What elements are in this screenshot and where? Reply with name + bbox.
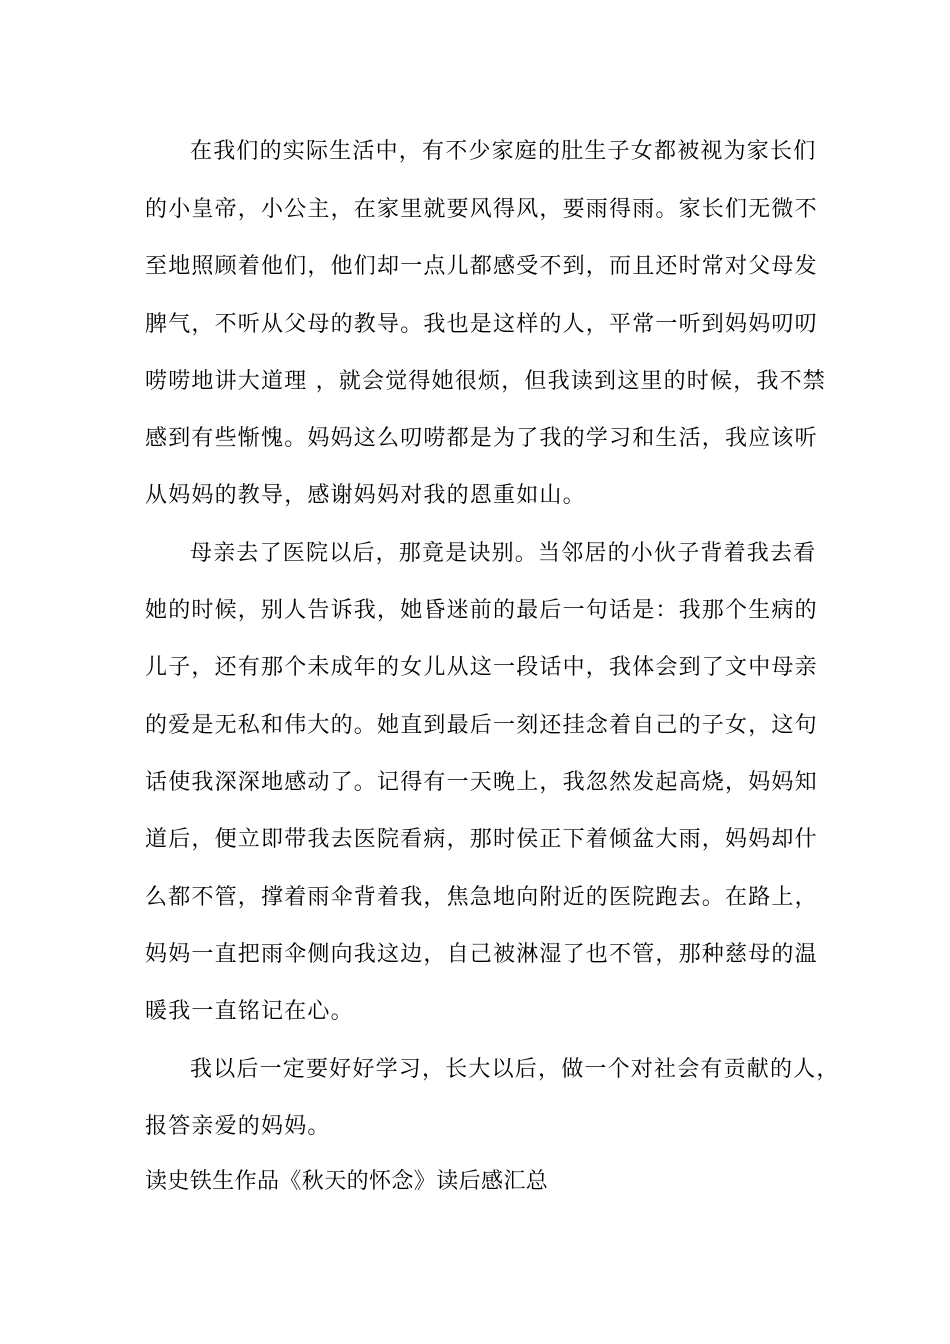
paragraph-2-line-7: 么都不管，撑着雨伞背着我，焦急地向附近的医院跑去。在路上， <box>145 885 818 910</box>
paragraph-3-line-1: 我以后一定要好好学习，长大以后，做一个对社会有贡献的人， <box>190 1057 840 1082</box>
paragraph-2-line-6: 道后，便立即带我去医院看病，那时侯正下着倾盆大雨，妈妈却什 <box>145 827 818 852</box>
paragraph-1-line-5: 唠唠地讲大道理 ，就会觉得她很烦，但我读到这里的时候，我不禁 <box>145 369 826 394</box>
section-title: 读史铁生作品《秋天的怀念》读后感汇总 <box>145 1169 549 1194</box>
paragraph-1-line-3: 至地照顾着他们，他们却一点儿都感受不到，而且还时常对父母发 <box>145 254 818 279</box>
paragraph-2-line-2: 她的时候，别人告诉我，她昏迷前的最后一句话是：我那个生病的 <box>145 598 818 623</box>
paragraph-2-line-4: 的爱是无私和伟大的。她直到最后一刻还挂念着自己的子女，这句 <box>145 713 818 738</box>
paragraph-2-line-9: 暖我一直铭记在心。 <box>145 999 354 1024</box>
paragraph-1-line-7: 从妈妈的教导，感谢妈妈对我的恩重如山。 <box>145 483 586 508</box>
paragraph-2-line-1: 母亲去了医院以后，那竟是诀别。当邻居的小伙子背着我去看 <box>190 541 817 566</box>
paragraph-2-line-5: 话使我深深地感动了。记得有一天晚上，我忽然发起高烧，妈妈知 <box>145 770 818 795</box>
paragraph-2-line-3: 儿子，还有那个未成年的女儿从这一段话中，我体会到了文中母亲 <box>145 655 818 680</box>
paragraph-1-line-6: 感到有些惭愧。妈妈这么叨唠都是为了我的学习和生活，我应该听 <box>145 426 818 451</box>
paragraph-2-line-8: 妈妈一直把雨伞侧向我这边，自己被淋湿了也不管，那种慈母的温 <box>145 942 818 967</box>
paragraph-1-line-2: 的小皇帝，小公主，在家里就要风得风，要雨得雨。家长们无微不 <box>145 197 818 222</box>
paragraph-1-line-4: 脾气，不听从父母的教导。我也是这样的人，平常一听到妈妈叨叨 <box>145 312 818 337</box>
paragraph-1-line-1: 在我们的实际生活中，有不少家庭的肚生子女都被视为家长们 <box>190 139 817 164</box>
paragraph-3-line-2: 报答亲爱的妈妈。 <box>145 1114 331 1139</box>
